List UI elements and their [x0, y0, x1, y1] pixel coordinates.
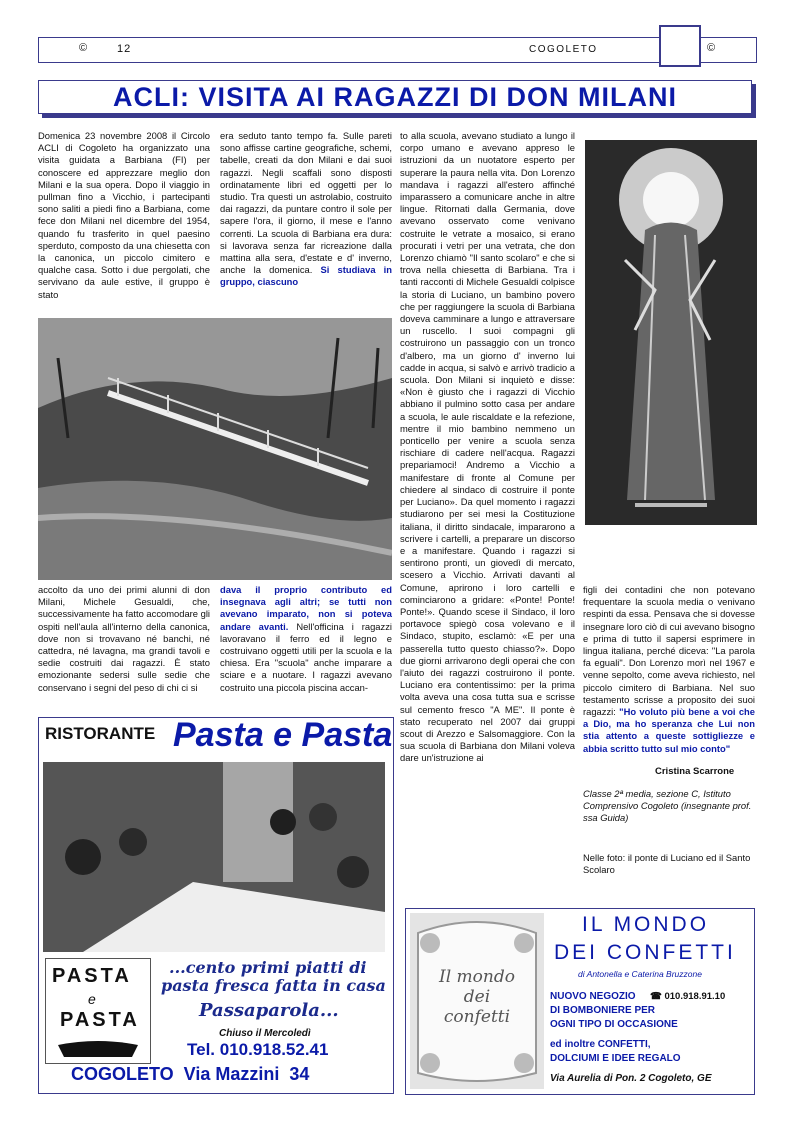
- article-paragraph: to alla scuola, avevano studiato a lungo il corpo umano e avevano appreso le istruzioni da un nuotatore esperto per superare la paura nella vita. Don Lorenzo mandava i ragazzi all'estero affinché imparassero a comunicare anche in altre lingue. Ritornati dalla Germania, dove avevano osservato come venivano costruite le vetrate a mosaico, si erano procurati i vetri per una vetrata, che don Lorenzo chiamò "Il santo scolaro" e che si trova nella chiesetta di Barbiana. Tra i tanti racconti di Michele Gesualdi colpisce la storia di Luciano, un bambino povero che per raggiungere la scuola di Barbiana doveva camminare a lungo e attraversare un ruscello. I suoi compagni gli costruirono un passaggio con un tronco d'albero, ma un giorno d' inverno lui cadde in acqua, si salvò e arrivò tradicio a scuola. Don Milani si inquietò e disse: «Non è giusto che i ragazzi di Vicchio abbiano il pulmino sotto casa per andare a scuola, le aule riscaldate e la refezione, mentre il mio bambino nemmeno un ponticello per venire a scuola senza rischiare di cadere nell'acqua. Ragazzi prepariamoci! Andremo a Vicchio a manifestare di fronte al Comune per chiedere al sindaco di costruire il ponte per Luciano». Da quel momento i ragazzi studiarono per sei mesi la Costituzione italiana, il diritto sindacale, impararono a scrivere i cartelli, a preparare un discorso e a manifestare. Quando i ragazzi si sentirono pronti, un giovedì di mercato, scesero a Vicchio. Arrivati davanti al Comune, aprirono i loro cartelli e cominciarono a gridare: «Ponte! Ponte! Ponte!». Quando scese il Sindaco, il loro portavoce spiegò cosa volevano e il Sindaco, stupito, esclamò: «E per una passerella tutto questo chiasso?». Dopo due giorni arrivarono degli operai che con l'aiuto dei ragazzi costruirono il ponte. Luciano era contentissimo: per la prima volta aveva una cosa tutta sua e scrisse sul cemento fresco "A ME". Il ponte è stato recuperato nel 2007 dai gruppi scout di Arezzo e Salsomaggiore. Con la sua scuola di Barbiana don Milani voleva dare un'istruzione ai: [400, 130, 575, 764]
- tagline-line-2: pasta fresca fatta in casa: [161, 976, 386, 995]
- article-paragraph: Nell'officina i ragazzi lavoravano il ferro ed il legno e costruivano oggetti utili per la scuola e la chiesa. Era "scuola" anche imparare a sciare e a nuotare. I ragazzi avevano costruito una piccola piscina accan-: [220, 620, 392, 693]
- restaurant-name: Pasta e Pasta: [173, 716, 393, 754]
- article-column-2-continued: [220, 584, 392, 694]
- closing-day: Chiuso il Mercoledì: [219, 1028, 311, 1039]
- bridge-photo: [38, 318, 392, 580]
- bridge-illustration: [38, 318, 392, 580]
- section-name: COGOLETO: [529, 44, 598, 55]
- article-column-3: [400, 130, 575, 765]
- stained-glass-illustration: [585, 140, 757, 525]
- shop-line-2: DI BOMBONIERE PER: [550, 1005, 656, 1016]
- article-title: ACLI: VISITA AI RAGAZZI DI DON MILANI: [113, 82, 677, 112]
- confetti-shop-ad: [405, 908, 755, 1095]
- article-quote: "Ho voluto più bene a voi che a Dio, ma ho speranza che Lui non stia attento a queste sottigliezze e abbia scritto tutto sul mio conto": [583, 706, 755, 754]
- header-symbol-right: ©: [707, 42, 716, 54]
- article-paragraph: era seduto tanto tempo fa. Sulle pareti sono affisse cartine geografiche, schemi, tabelle, creati da don Milani e dai suoi ragazzi. Negli scaffali sono disposti ordinatamente libri ed oggetti per lo studio. Tra questi un astrolabio, costruito dai ragazzi, da puntare contro il sole per sapere l'ora, il giorno, il mese e l'anno correnti. La scuola di Barbiana era dura: si lavorava senza far ricreazione dalla mattina alla sera, d'estate e d' inverno, anche la domenica.: [220, 130, 392, 276]
- header-symbol-left: ©: [79, 42, 88, 54]
- pasta-logo: [45, 958, 151, 1064]
- article-column-2: [220, 130, 392, 289]
- shop-phone: ☎ 010.918.91.10: [650, 991, 726, 1002]
- shop-title-line-1: IL MONDO: [582, 913, 710, 936]
- shop-line-1: NUOVO NEGOZIO: [550, 991, 636, 1002]
- tagline-line-1: ...cento primi piatti di: [169, 958, 367, 977]
- logo-text-top: PASTA: [52, 965, 132, 987]
- article-column-1: [38, 130, 210, 301]
- restaurant-address: COGOLETO Via Mazzini 34: [71, 1064, 310, 1084]
- running-header: [38, 37, 757, 63]
- restaurant-ad: [38, 717, 394, 1094]
- restaurant-photo-illustration: [43, 762, 385, 952]
- shop-sign-text: Il mondo dei confetti: [439, 967, 515, 1027]
- article-column-4: [583, 584, 755, 755]
- article-paragraph: accolto da uno dei primi alunni di don Milani, Michele Gesualdi, che, successivamente ha fatto accomodare gli ospiti nell'aula all'interno della canonica, dove non si trovavano né banchi, né cattedra, né lavagna, ma grandi tavoli e sedie costruiti dai ragazzi. È stato emozionante sedersi sulle sedie che conservano i segni del peso di chi ci si: [38, 584, 210, 693]
- logo-text-bottom: PASTA: [60, 1009, 140, 1031]
- article-paragraph: Domenica 23 novembre 2008 il Circolo ACLI di Cogoleto ha organizzato una visita guidata a Barbiana (FI) per conoscere ed apprezzare meglio don Milani e la sua opera. Dopo il viaggio in pullman fino a Vicchio, i partecipanti sono saliti a piedi fino a Barbiana, come fece don Milani nel dicembre del 1954, quando fu trasferito in quel paesino sperduto, composto da una chiesetta con la canonica, un piccolo cimitero e qualche casa. Sotto i due pergolati, che servivano da aule estive, il gruppo è stato: [38, 130, 210, 300]
- shop-owners: di Antonella e Caterina Bruzzone: [578, 969, 702, 979]
- restaurant-label: RISTORANTE: [45, 724, 156, 743]
- author-school: Classe 2ª media, sezione C, Istituto Comprensivo Cogoleto (insegnante prof. ssa Guida): [583, 788, 752, 824]
- shop-title-line-2: DEI CONFETTI: [554, 941, 736, 964]
- shop-line-3: OGNI TIPO DI OCCASIONE: [550, 1019, 678, 1030]
- photo-caption: Nelle foto: il ponte di Luciano ed il Santo Scolaro: [583, 852, 751, 876]
- shop-line-4: ed inoltre CONFETTI,: [550, 1039, 651, 1050]
- article-paragraph: figli dei contadini che non potevano frequentare la scuola media o venivano respinti da essa. Pensava che si dovesse insegnare loro ciò di cui avevano bisogno e prima di tutto il sapersi esprimere in lingua italiana, perché diceva: "La parola fa eguali". Don Lorenzo morì nel 1967 e venne sepolto, come aveva richiesto, nel piccolo cimitero di Barbiana. Nel suo testamento scrisse a proposito dei suoi ragazzi:: [583, 584, 755, 718]
- article-highlight: dava il proprio contributo ed insegnava agli altri; se tutti non avevano imparato, non si poteva andare avanti.: [220, 584, 392, 632]
- logo-text-mid: e: [88, 991, 96, 1007]
- page-number: 12: [117, 43, 132, 55]
- shop-address: Via Aurelia di Pon. 2 Cogoleto, GE: [550, 1073, 712, 1084]
- santo-scolaro-photo: [585, 140, 757, 525]
- shop-line-5: DOLCIUMI E IDEE REGALO: [550, 1053, 681, 1064]
- shop-sign-photo: [410, 913, 544, 1089]
- pasta-pot-icon: [54, 1037, 142, 1059]
- article-author: Cristina Scarrone: [655, 766, 735, 777]
- restaurant-group-photo: [43, 762, 385, 952]
- article-column-1-continued: [38, 584, 210, 694]
- article-title-box: [38, 80, 752, 114]
- article-highlight: Si studiava in gruppo, ciascuno: [220, 264, 393, 288]
- header-decor-box: [659, 25, 701, 67]
- restaurant-phone: Tel. 010.918.52.41: [187, 1040, 329, 1059]
- passaparola-text: Passaparola...: [199, 1000, 339, 1021]
